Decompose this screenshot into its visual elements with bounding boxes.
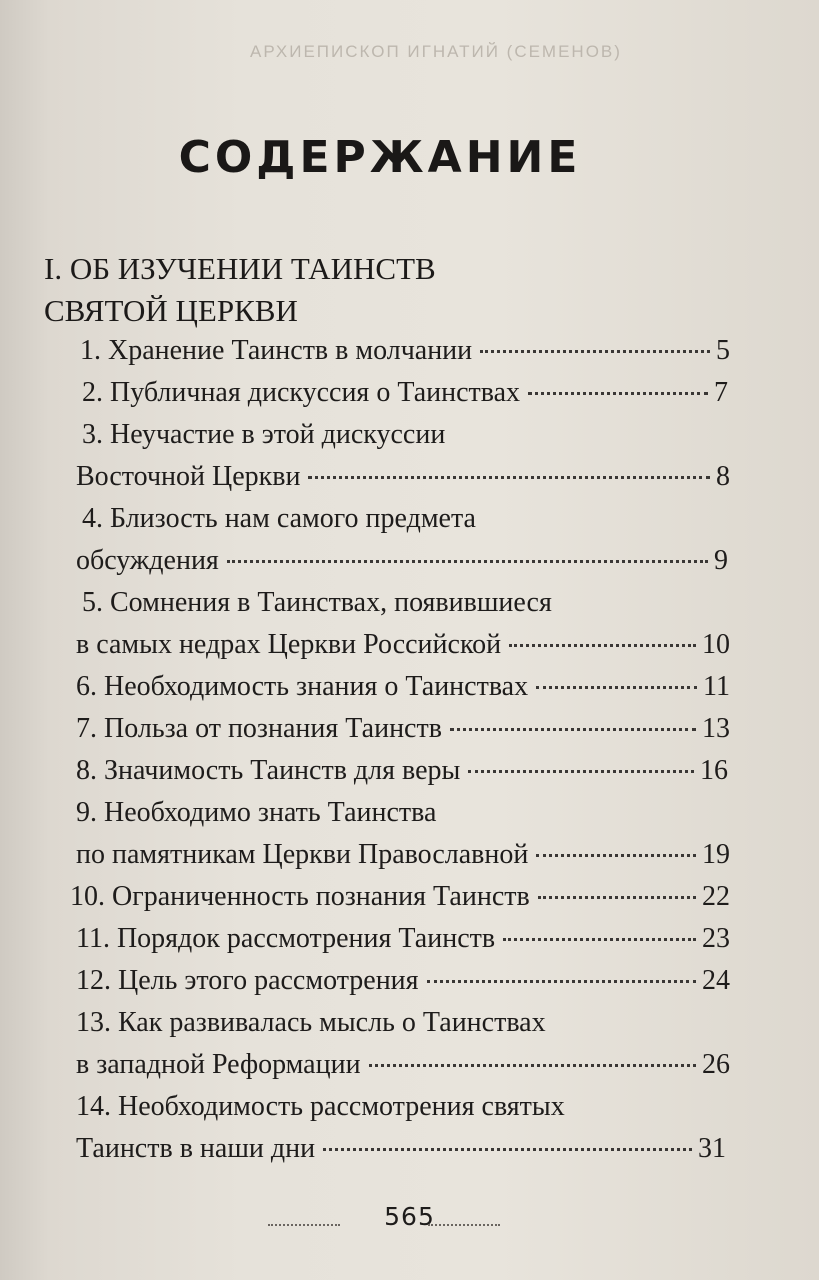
toc-entry-line xyxy=(82,373,728,413)
toc-entry-title: 1. Хранение Таинств в молчании xyxy=(80,335,473,366)
dot-leader xyxy=(503,938,696,941)
toc-entry-title-line-1: 3. Неучастие в этой дискуссии xyxy=(82,419,446,450)
dot-leader xyxy=(468,770,694,773)
toc-entry-line xyxy=(76,751,728,791)
toc-entry-line xyxy=(70,877,730,917)
dot-leader xyxy=(450,728,696,731)
toc-page-number: 16 xyxy=(700,755,728,786)
page-number: 565 xyxy=(384,1202,435,1231)
toc-entry-title-line-1: 4. Близость нам самого предмета xyxy=(82,503,476,534)
toc-entry-title: 12. Цель этого рассмотрения xyxy=(76,965,419,996)
toc-page-number: 13 xyxy=(702,713,730,744)
toc-page-number: 24 xyxy=(702,965,730,996)
toc-entry-title-line-2: по памятникам Церкви Православной xyxy=(76,839,529,870)
toc-entry-line xyxy=(76,667,730,707)
toc-page-number: 7 xyxy=(714,377,728,408)
running-head: АРХИЕПИСКОП ИГНАТИЙ (СЕМЕНОВ) xyxy=(250,42,622,61)
dot-leader xyxy=(369,1064,696,1067)
toc-entry-title: 8. Значимость Таинств для веры xyxy=(76,755,461,786)
dot-leader xyxy=(536,854,696,857)
toc-entry-line xyxy=(76,961,730,1001)
toc-entry-title: 7. Польза от познания Таинств xyxy=(76,713,442,744)
toc-page-number: 5 xyxy=(716,335,730,366)
toc-page-number: 19 xyxy=(702,839,730,870)
part-heading xyxy=(44,248,604,332)
toc-entry-title-line-2: в западной Реформации xyxy=(76,1049,361,1080)
dot-leader xyxy=(427,980,696,983)
toc-entry-line xyxy=(76,457,730,497)
toc-page-number: 8 xyxy=(716,461,730,492)
toc-entry-line xyxy=(76,709,730,749)
toc-entry-title-line-2: обсуждения xyxy=(76,545,219,576)
dot-leader xyxy=(227,560,708,563)
toc-page-number: 22 xyxy=(702,881,730,912)
toc-entry-title: 2. Публичная дискуссия о Таинствах xyxy=(82,377,521,408)
toc-entry-line xyxy=(80,331,730,371)
toc-page-number: 10 xyxy=(702,629,730,660)
toc-page-number: 23 xyxy=(702,923,730,954)
dot-leader xyxy=(538,896,696,899)
dot-leader xyxy=(509,644,696,647)
toc-page-number: 9 xyxy=(714,545,728,576)
toc-entry-line xyxy=(76,835,730,875)
dot-leader xyxy=(536,686,697,689)
toc-entry-line xyxy=(76,1129,726,1169)
part-heading-line-1: I. ОБ ИЗУЧЕНИИ ТАИНСТВ xyxy=(44,251,436,286)
part-heading-line-2: СВЯТОЙ ЦЕРКВИ xyxy=(44,293,298,328)
dot-leader xyxy=(323,1148,692,1151)
toc-entry-title-line-2: Таинств в наши дни xyxy=(76,1133,316,1164)
toc-page-number: 26 xyxy=(702,1049,730,1080)
dot-leader xyxy=(480,350,710,353)
toc-entry-line xyxy=(76,1045,730,1085)
dot-leader xyxy=(528,392,708,395)
folio-rule-right xyxy=(428,1224,500,1226)
toc-page-number: 31 xyxy=(698,1133,726,1164)
toc-entry-title-line-1: 13. Как развивалась мысль о Таинствах xyxy=(76,1007,546,1038)
toc-entry-title-line-1: 9. Необходимо знать Таинства xyxy=(76,797,437,828)
toc-entry-title-line-1: 14. Необходимость рассмотрения святых xyxy=(76,1091,565,1122)
toc-entry-title: 6. Необходимость знания о Таинствах xyxy=(76,671,529,702)
toc-page-number: 11 xyxy=(703,671,730,702)
page-title: СОДЕРЖАНИЕ xyxy=(178,132,582,183)
toc-entry-line xyxy=(76,919,730,959)
toc-entry-title-line-2: Восточной Церкви xyxy=(76,461,301,492)
toc-entry-line xyxy=(76,541,728,581)
toc-entry-title-line-1: 5. Сомнения в Таинствах, появившиеся xyxy=(82,587,552,618)
toc-entry-title-line-2: в самых недрах Церкви Российской xyxy=(76,629,502,660)
toc-entry-title: 10. Ограниченность познания Таинств xyxy=(70,881,530,912)
toc-entry-line xyxy=(76,625,730,665)
toc-entry-title: 11. Порядок рассмотрения Таинств xyxy=(76,923,496,954)
dot-leader xyxy=(308,476,710,479)
